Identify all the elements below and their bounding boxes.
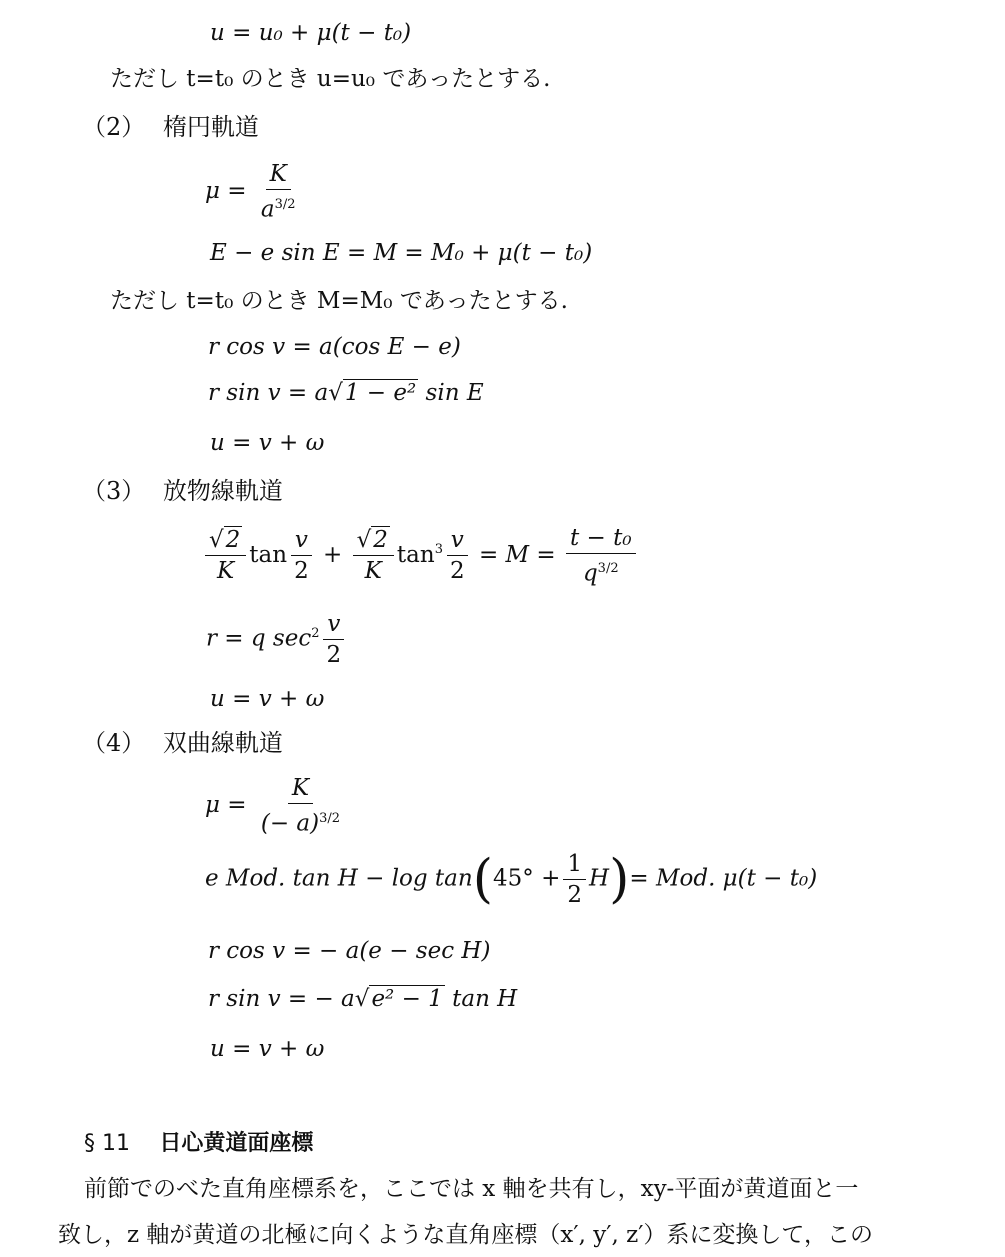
subsection-number: （3）	[82, 477, 146, 505]
subsection-heading-4	[82, 728, 283, 758]
paragraph-line-2: 致し，z 軸が黄道の北極に向くような直角座標（x′, y′, z′）系に変換して，この	[58, 1222, 873, 1248]
equation-r-cos-hyperbolic: r cos v = − a(e − sec H)	[208, 938, 491, 964]
equation-argument-latitude: u = v + ω	[210, 430, 325, 456]
fraction: $\frac{√2}{K}$	[205, 526, 246, 585]
equation-hyperbolic-kepler: e Mod. tan H − log tan(45° + $\frac{1}{2}$ H)= Mod. μ(t − t₀)	[205, 849, 818, 910]
equation-u-mean: u = u₀ + μ(t − t₀)	[210, 20, 412, 46]
subsection-title: 楕円軌道	[162, 113, 259, 141]
equation-kepler: E − e sin E = M = M₀ + μ(t − t₀)	[210, 240, 593, 266]
subsection-title: 双曲線軌道	[162, 729, 283, 757]
section-title: 日心黄道面座標	[159, 1131, 314, 1156]
denominator: $a^{3/2}$	[260, 196, 296, 223]
subsection-number: （4）	[82, 729, 146, 757]
fraction: $\frac{1}{2}$	[563, 850, 586, 909]
equation-r-sin-ellipse: r sin v = a√1 − e² sin E	[208, 380, 484, 406]
fraction	[257, 160, 300, 224]
equation-mean-motion-hyperbolic: μ = $\frac{K}{(- a)^{3/2}}$	[205, 774, 347, 838]
subsection-heading-2	[82, 112, 259, 142]
fraction: $\frac{√2}{K}$	[353, 526, 394, 585]
note-initial-u: ただし t=t₀ のとき u=u₀ であったとする.	[110, 66, 551, 92]
fraction: $\frac{\text{t − t₀}}{q^{3/2}}$	[566, 524, 636, 588]
equation-mean-motion	[205, 160, 302, 224]
section-number: § 11	[84, 1131, 130, 1156]
fraction: $\frac{v}{2}$	[446, 526, 469, 585]
radicand: 1 − e²	[344, 380, 417, 406]
subsection-title: 放物線軌道	[162, 477, 283, 505]
equation-argument-latitude: u = v + ω	[210, 1036, 325, 1062]
equation-argument-latitude: u = v + ω	[210, 686, 325, 712]
equation-parabolic-barker: $\frac{√2}{K}$ tan $\frac{v}{2}$ + $\frac{√2}{K}$ $\tan^3$ $\frac{v}{2}$ = M = $\frac{\text{t − t₀}}{q^{3/2}}$	[202, 524, 639, 588]
numerator: K	[266, 160, 291, 190]
section-heading-11	[84, 1128, 313, 1159]
fraction: $\frac{K}{(- a)^{3/2}}$	[260, 775, 341, 837]
subsection-heading-3	[82, 476, 283, 506]
equation-lhs: μ =	[205, 177, 247, 204]
equation-r-sin-hyperbolic: r sin v = − a√e² − 1 tan H	[208, 986, 518, 1012]
paragraph-line-1: 前節でのべた直角座標系を，ここでは x 軸を共有し，xy-平面が黄道面と一	[84, 1176, 859, 1202]
fraction: $\frac{v}{2}$	[323, 610, 346, 669]
equation-r-parabolic: r = q $\sec^2$ $\frac{v}{2}$	[206, 610, 348, 669]
note-initial-m: ただし t=t₀ のとき M=M₀ であったとする.	[110, 288, 568, 314]
subsection-number: （2）	[82, 113, 146, 141]
equation-r-cos-ellipse: r cos v = a(cos E − e)	[208, 334, 461, 360]
fraction: $\frac{v}{2}$	[290, 526, 313, 585]
